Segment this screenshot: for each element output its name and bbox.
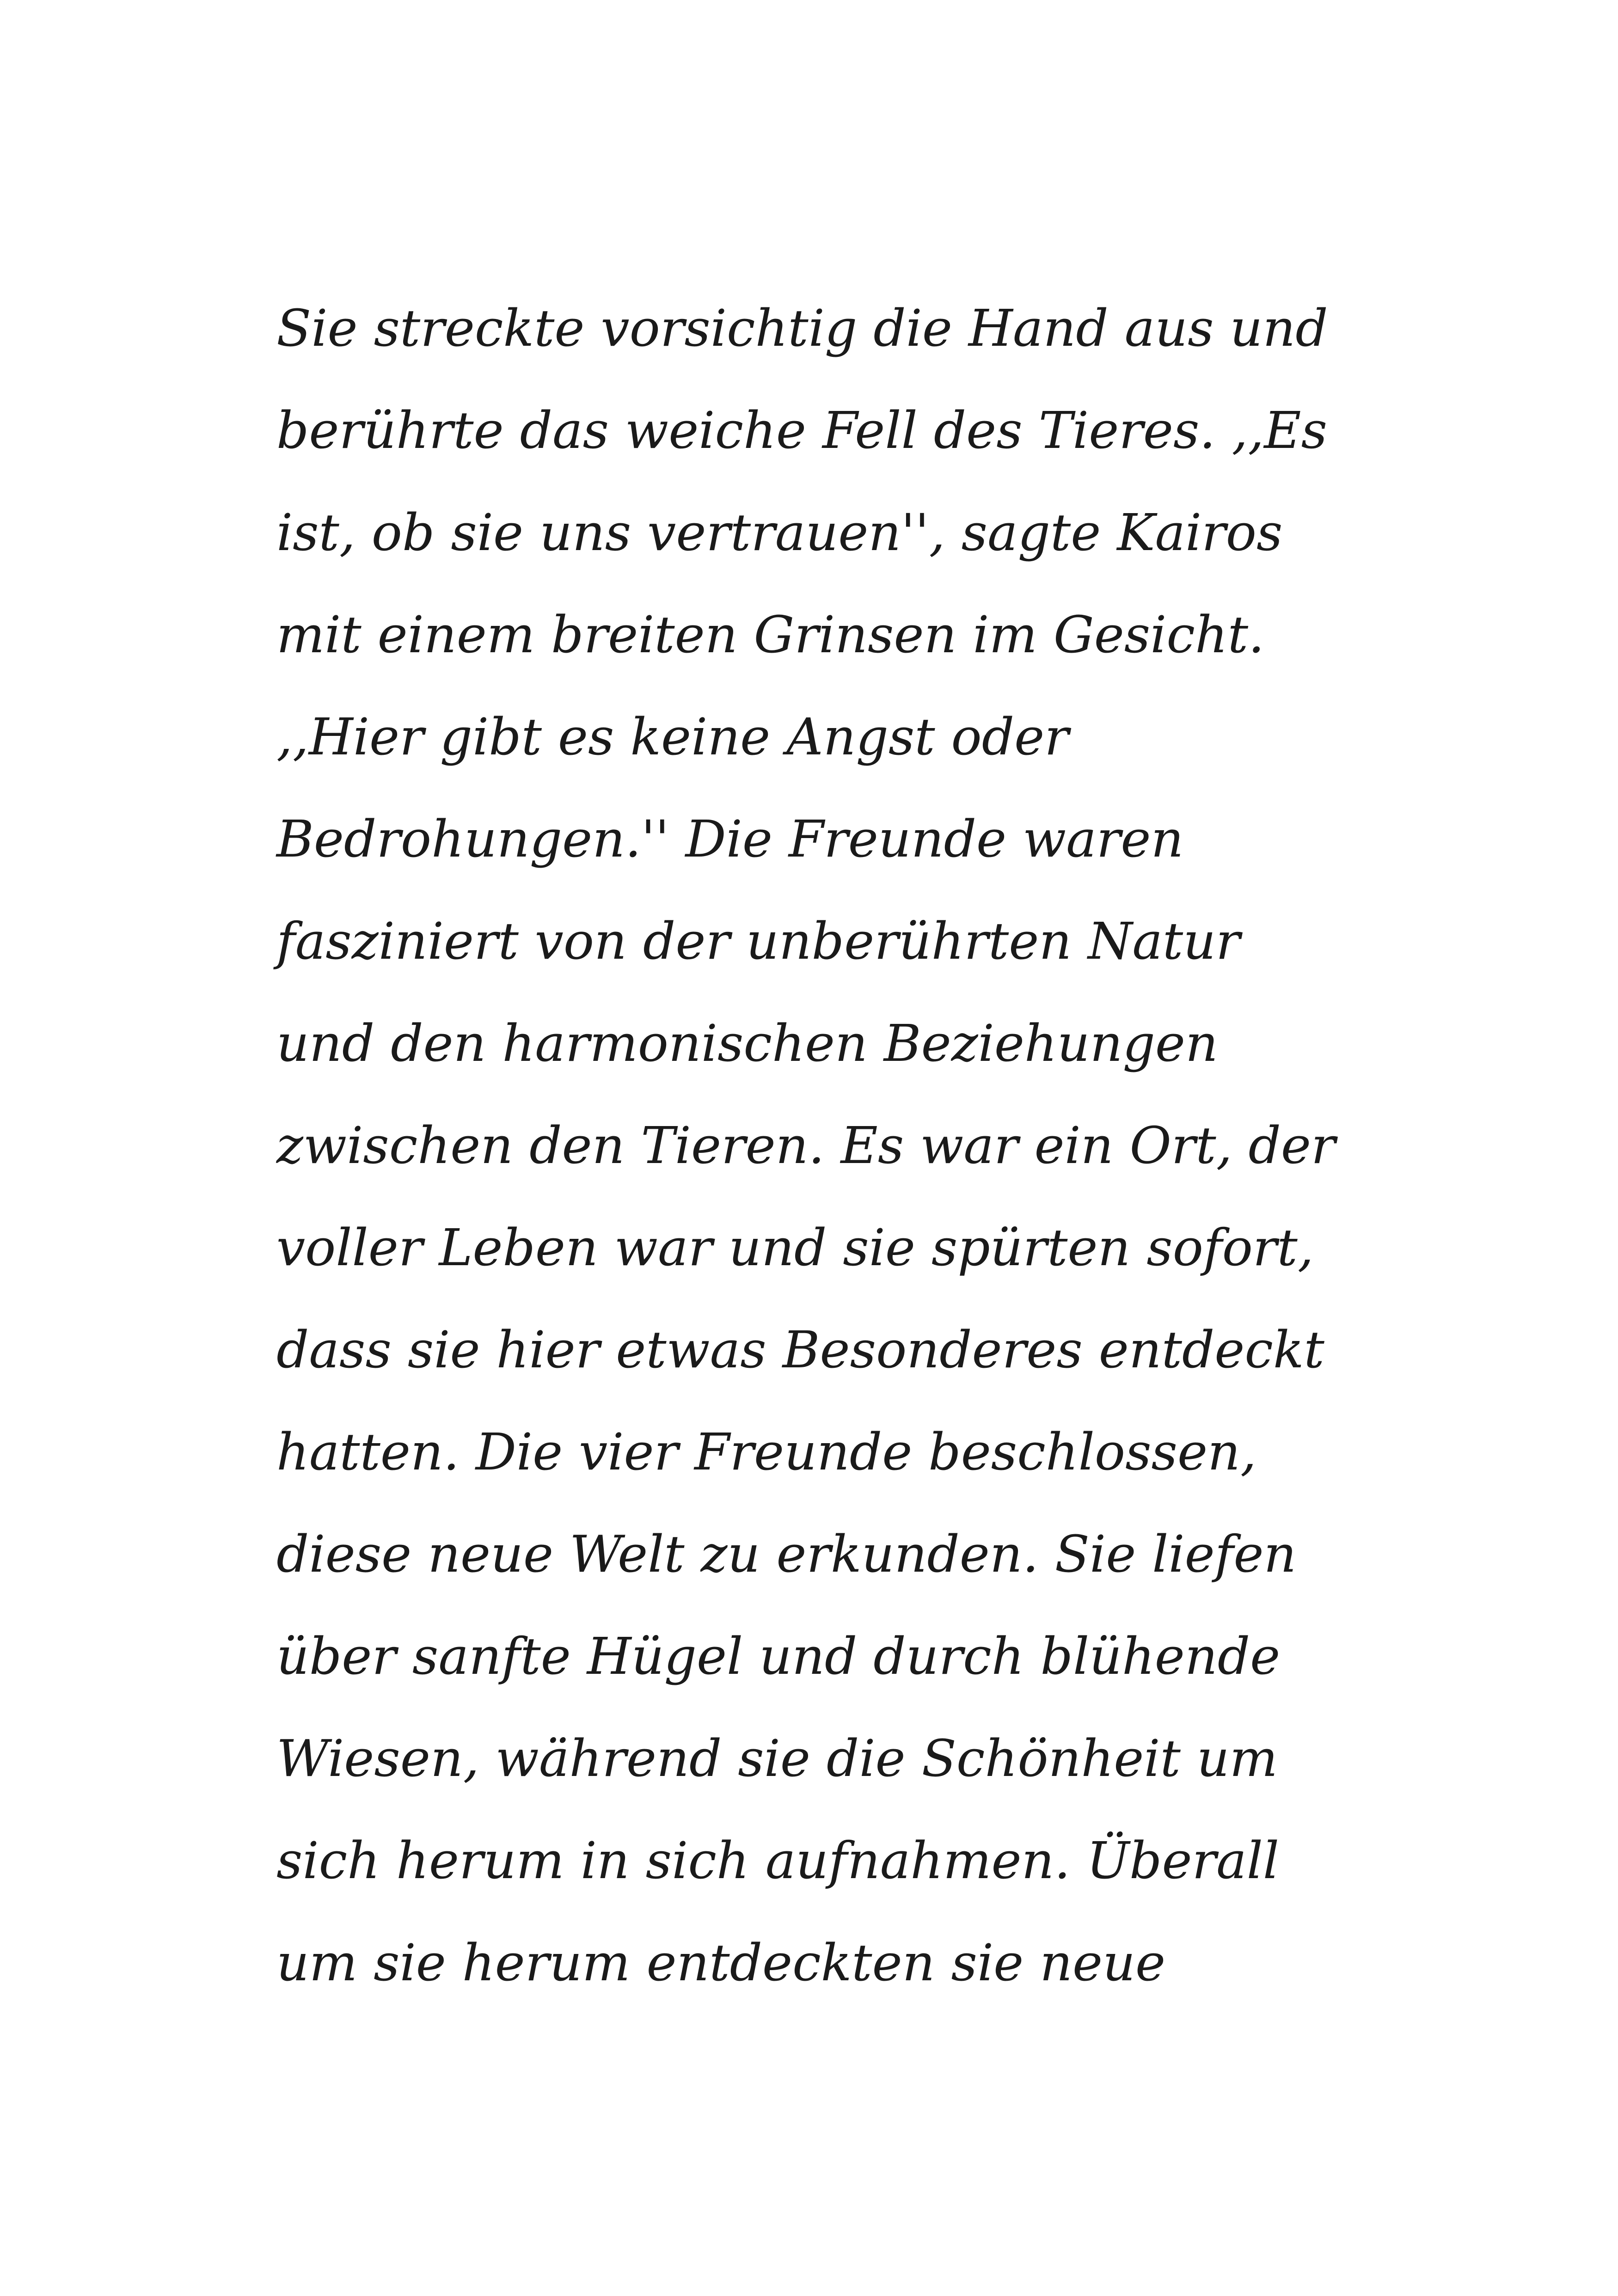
text-line: Sie streckte vorsichtig die Hand aus und [276,299,1328,358]
text-line: voller Leben war und sie spürten sofort, [276,1218,1314,1277]
text-line: sich herum in sich aufnahmen. Überall [276,1831,1280,1890]
text-line: diese neue Welt zu erkunden. Sie liefen [276,1525,1297,1584]
text-line: dass sie hier etwas Besonderes entdeckt [276,1320,1324,1379]
text-line: ,,Hier gibt es keine Angst oder [276,707,1069,766]
body-text [276,277,1386,2014]
text-line: über sanfte Hügel und durch blühende [276,1627,1281,1686]
text-line: berührte das weiche Fell des Tieres. ,,Es [276,401,1328,460]
text-line: Bedrohungen.'' Die Freunde waren [276,809,1184,869]
text-line: ist, ob sie uns vertrauen'', sagte Kairos [276,503,1283,562]
text-line: Wiesen, während sie die Schönheit um [276,1729,1278,1788]
text-line: zwischen den Tieren. Es war ein Ort, der [276,1116,1336,1175]
text-line: hatten. Die vier Freunde beschlossen, [276,1422,1256,1482]
text-line: fasziniert von der unberührten Natur [276,912,1240,971]
text-line: mit einem breiten Grinsen im Gesicht. [276,605,1265,664]
text-line: um sie herum entdeckten sie neue [276,1933,1166,1992]
text-line: und den harmonischen Beziehungen [276,1014,1218,1073]
